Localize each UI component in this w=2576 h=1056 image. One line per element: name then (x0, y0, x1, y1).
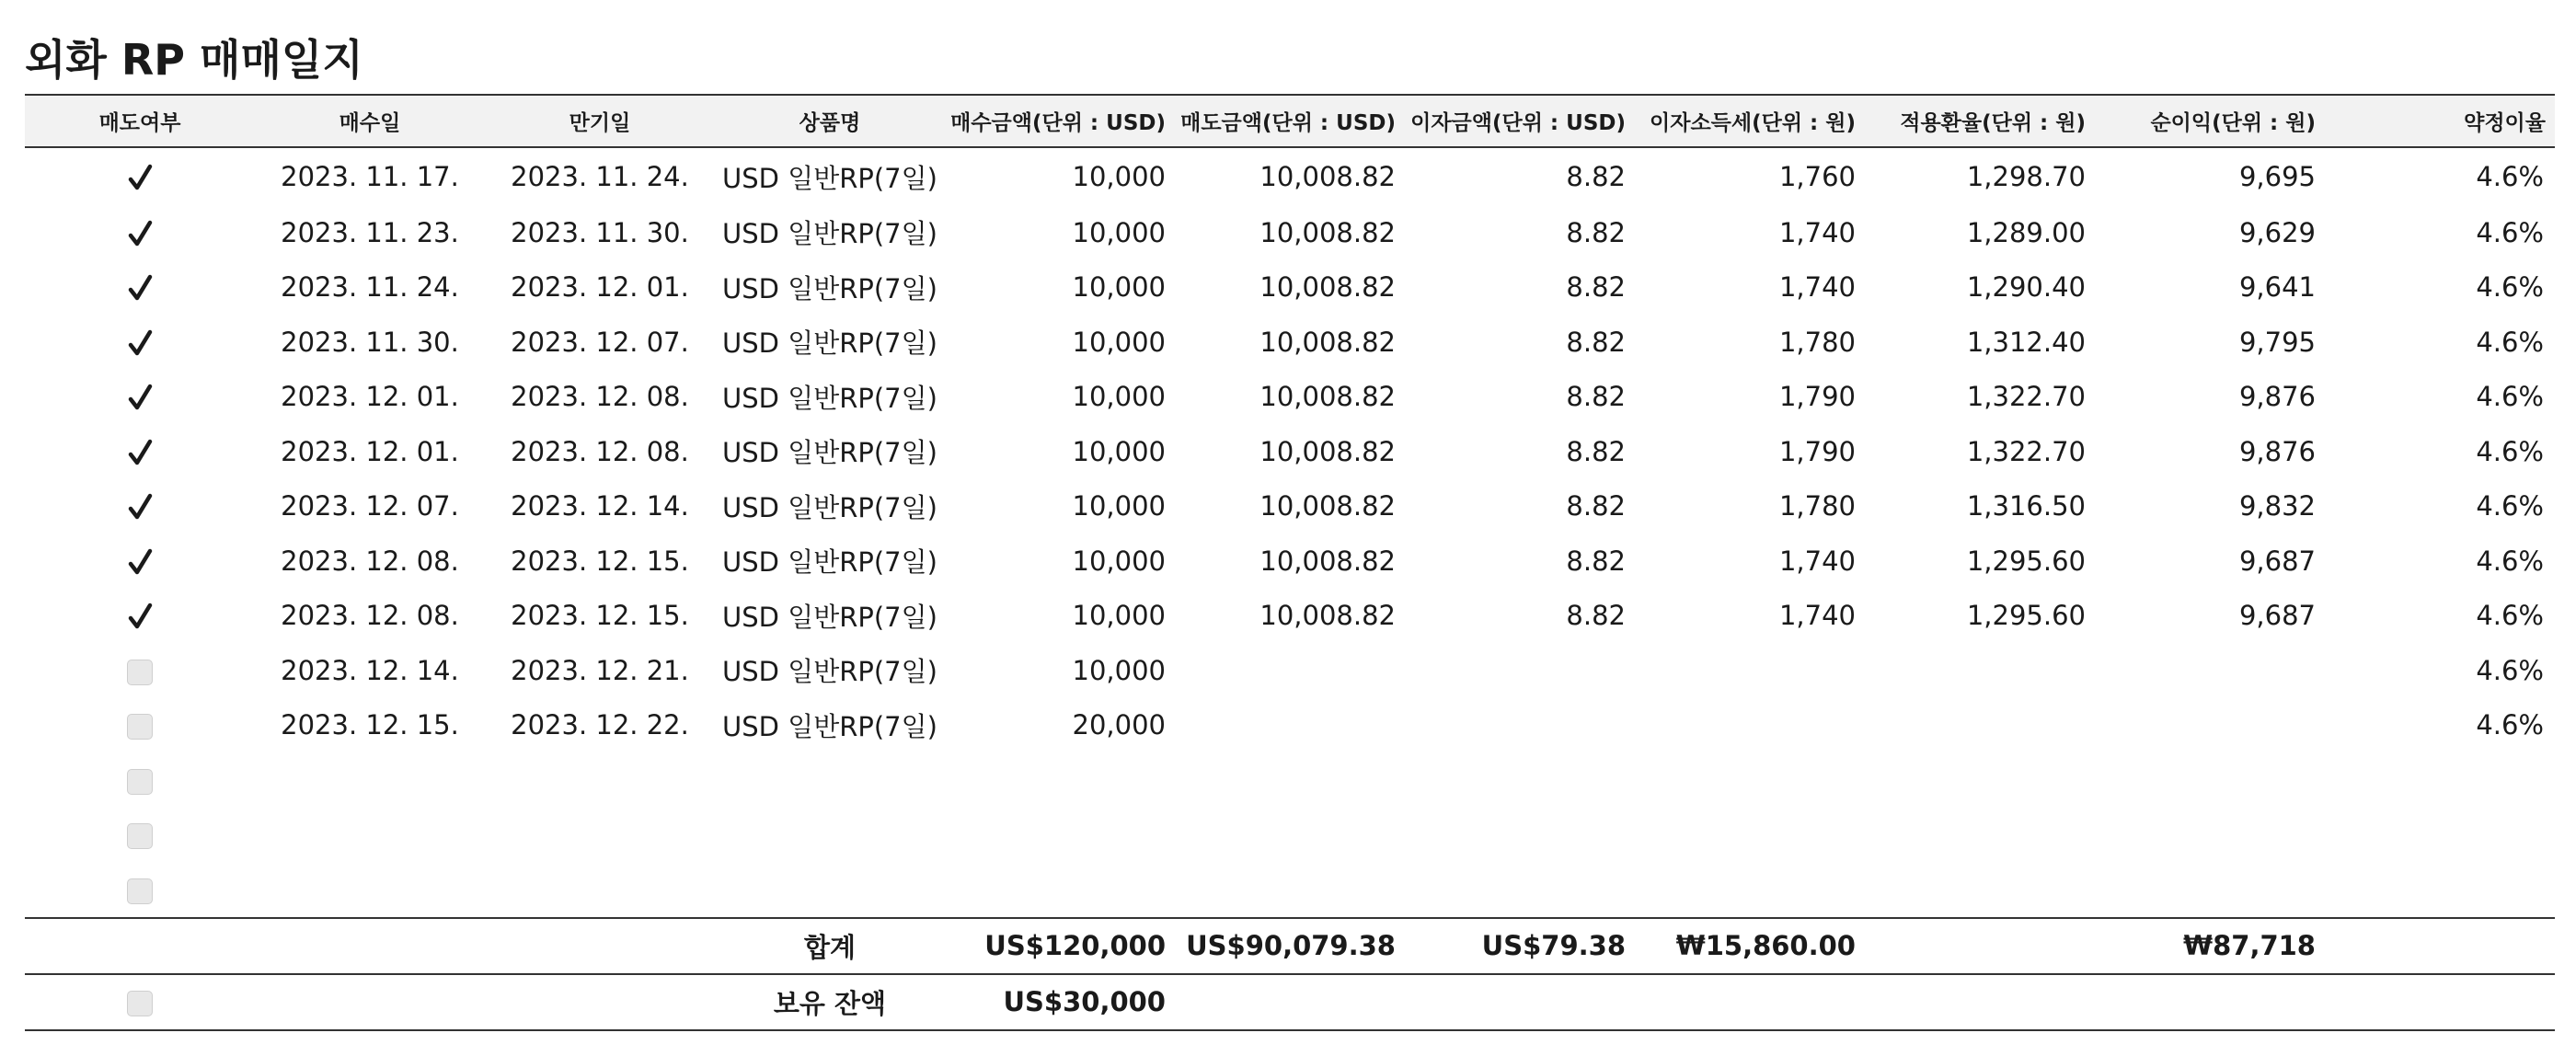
tax-cell: 1,780 (1778, 490, 1856, 522)
yield-cell: 4.6% (2476, 161, 2544, 192)
checkmark-icon[interactable] (127, 276, 153, 302)
rate-cell (1865, 752, 2095, 808)
rate-cell: 1,322.70 (1966, 381, 2086, 413)
sell-amount-cell: 10,008.82 (1259, 600, 1396, 632)
sell-amount-cell: 10,008.82 (1259, 326, 1396, 358)
product-cell: USD 일반RP(7일) (722, 272, 937, 304)
interest-cell (1405, 862, 1635, 918)
tax-cell (1635, 752, 1865, 808)
maturity-cell: 2023. 12. 07. (511, 326, 689, 358)
rate-cell (1865, 643, 2095, 698)
tax-cell (1635, 808, 1865, 863)
product-cell: USD 일반RP(7일) (722, 437, 937, 469)
buy-amount-cell: 20,000 (1072, 709, 1166, 741)
net-profit-cell: 9,876 (2238, 381, 2316, 413)
checkmark-icon[interactable] (127, 550, 153, 576)
sell-amount-cell: 10,008.82 (1259, 435, 1396, 467)
checkmark-icon[interactable] (127, 441, 153, 466)
yield-cell (2325, 862, 2555, 918)
buy-amount-cell: 10,000 (1072, 381, 1166, 413)
yield-cell: 4.6% (2476, 654, 2544, 686)
rate-cell: 1,295.60 (1966, 600, 2086, 632)
yield-cell: 4.6% (2476, 600, 2544, 632)
tax-cell (1635, 698, 1865, 753)
tax-cell: 1,740 (1778, 216, 1856, 248)
table-row (25, 479, 2555, 534)
product-cell: USD 일반RP(7일) (722, 382, 937, 414)
page-title: 외화 RP 매매일지 (25, 35, 363, 85)
col-header-sold[interactable]: 매도여부 (25, 95, 255, 147)
maturity-cell: 2023. 12. 01. (511, 271, 689, 304)
buy-date-cell: 2023. 12. 08. (281, 545, 459, 577)
interest-cell: 8.82 (1566, 271, 1626, 304)
product-cell (715, 862, 945, 918)
balance-checkbox[interactable] (127, 991, 153, 1016)
col-header-rate[interactable]: 적용환율(단위 : 원) (1865, 95, 2095, 147)
interest-cell: 8.82 (1566, 600, 1626, 632)
maturity-cell: 2023. 12. 14. (511, 490, 689, 522)
sold-checkbox-cell (25, 643, 255, 698)
sold-checkbox[interactable] (127, 769, 153, 795)
interest-cell: 8.82 (1566, 161, 1626, 192)
col-header-sell-amount[interactable]: 매도금액(단위 : USD) (1175, 95, 1405, 147)
sold-checkbox-cell (25, 808, 255, 863)
tax-cell (1635, 643, 1865, 698)
sell-amount-cell (1175, 643, 1405, 698)
net-profit-cell: 9,641 (2238, 271, 2316, 304)
sold-checkbox-cell (25, 147, 255, 205)
rate-cell: 1,290.40 (1966, 271, 2086, 304)
maturity-cell: 2023. 12. 21. (511, 654, 689, 686)
sold-checkbox-cell (25, 479, 255, 534)
buy-amount-cell: 10,000 (1072, 326, 1166, 358)
product-cell: USD 일반RP(7일) (722, 656, 937, 688)
col-header-yield[interactable]: 약정이율 (2325, 95, 2555, 147)
buy-amount-cell: 10,000 (1072, 654, 1166, 686)
buy-amount-cell: 10,000 (1072, 490, 1166, 522)
net-profit-cell: 9,695 (2238, 161, 2316, 192)
yield-cell: 4.6% (2476, 271, 2544, 304)
table-row (25, 589, 2555, 644)
product-cell: USD 일반RP(7일) (722, 491, 937, 523)
buy-date-cell (255, 808, 485, 863)
buy-amount-cell (945, 808, 1175, 863)
interest-cell: 8.82 (1566, 326, 1626, 358)
maturity-cell: 2023. 12. 15. (511, 545, 689, 577)
sold-checkbox[interactable] (127, 714, 153, 740)
maturity-cell: 2023. 11. 30. (511, 216, 689, 248)
interest-cell (1405, 808, 1635, 863)
table-row (25, 534, 2555, 589)
sold-checkbox-cell (25, 370, 255, 425)
buy-date-cell: 2023. 12. 15. (281, 709, 459, 741)
yield-cell: 4.6% (2476, 709, 2544, 741)
rp-trade-table (25, 94, 2555, 1031)
sell-amount-cell: 10,008.82 (1259, 271, 1396, 304)
balance-label: 보유 잔액 (715, 974, 945, 1030)
rate-cell (1865, 808, 2095, 863)
tax-cell: 1,790 (1778, 381, 1856, 413)
sell-amount-cell: 10,008.82 (1259, 161, 1396, 192)
product-cell: USD 일반RP(7일) (722, 218, 937, 250)
maturity-cell: 2023. 12. 08. (511, 435, 689, 467)
sold-checkbox-cell (25, 589, 255, 644)
product-cell: USD 일반RP(7일) (722, 710, 937, 742)
interest-cell: 8.82 (1566, 381, 1626, 413)
buy-amount-cell: 10,000 (1072, 600, 1166, 632)
sell-amount-cell (1175, 752, 1405, 808)
total-label: 합계 (715, 918, 945, 974)
table-row (25, 315, 2555, 370)
checkmark-icon[interactable] (127, 166, 153, 191)
tax-cell (1635, 862, 1865, 918)
table-header-row (25, 95, 2555, 147)
table-row (25, 643, 2555, 698)
buy-date-cell (255, 862, 485, 918)
checkmark-icon[interactable] (127, 222, 153, 247)
maturity-cell (485, 752, 715, 808)
col-header-buy-amount[interactable]: 매수금액(단위 : USD) (945, 95, 1175, 147)
tax-cell: 1,790 (1778, 435, 1856, 467)
sell-amount-cell (1175, 698, 1405, 753)
buy-date-cell: 2023. 12. 01. (281, 381, 459, 413)
rate-cell: 1,316.50 (1966, 490, 2086, 522)
buy-amount-cell: 10,000 (1072, 216, 1166, 248)
table-body (25, 147, 2555, 918)
yield-cell: 4.6% (2476, 381, 2544, 413)
maturity-cell (485, 862, 715, 918)
buy-date-cell (255, 752, 485, 808)
table-row (25, 698, 2555, 753)
sold-checkbox-cell (25, 698, 255, 753)
col-header-product[interactable]: 상품명 (715, 95, 945, 147)
product-cell (715, 808, 945, 863)
total-interest: US$79.38 (1405, 918, 1635, 974)
sold-checkbox[interactable] (127, 660, 153, 685)
buy-amount-cell (945, 752, 1175, 808)
col-header-maturity[interactable]: 만기일 (485, 95, 715, 147)
net-profit-cell (2095, 643, 2325, 698)
buy-date-cell: 2023. 12. 14. (281, 654, 459, 686)
sell-amount-cell: 10,008.82 (1259, 216, 1396, 248)
net-profit-cell: 9,876 (2238, 435, 2316, 467)
col-header-buy-date[interactable]: 매수일 (255, 95, 485, 147)
total-tax: ₩15,860.00 (1635, 918, 1865, 974)
checkmark-icon[interactable] (127, 495, 153, 521)
buy-date-cell: 2023. 12. 01. (281, 435, 459, 467)
buy-date-cell: 2023. 11. 17. (281, 161, 459, 192)
yield-cell (2325, 752, 2555, 808)
total-buy-amount: US$120,000 (945, 918, 1175, 974)
buy-amount-cell: 10,000 (1072, 271, 1166, 304)
sold-checkbox-cell (25, 315, 255, 370)
table-row (25, 808, 2555, 863)
tax-cell: 1,760 (1778, 161, 1856, 192)
interest-cell: 8.82 (1566, 216, 1626, 248)
buy-amount-cell: 10,000 (1072, 161, 1166, 192)
table-row (25, 752, 2555, 808)
col-header-tax[interactable]: 이자소득세(단위 : 원) (1635, 95, 1865, 147)
balance-checkbox-cell (25, 974, 255, 1030)
buy-date-cell: 2023. 12. 08. (281, 600, 459, 632)
net-profit-cell: 9,795 (2238, 326, 2316, 358)
buy-amount-cell (945, 862, 1175, 918)
sold-checkbox-cell (25, 862, 255, 918)
rate-cell: 1,295.60 (1966, 545, 2086, 577)
maturity-cell: 2023. 12. 22. (511, 709, 689, 741)
net-profit-cell: 9,629 (2238, 216, 2316, 248)
sell-amount-cell: 10,008.82 (1259, 545, 1396, 577)
yield-cell: 4.6% (2476, 545, 2544, 577)
table-row (25, 260, 2555, 316)
buy-date-cell: 2023. 11. 30. (281, 326, 459, 358)
buy-date-cell: 2023. 11. 24. (281, 271, 459, 304)
net-profit-cell (2095, 698, 2325, 753)
buy-amount-cell: 10,000 (1072, 435, 1166, 467)
sold-checkbox[interactable] (127, 878, 153, 904)
product-cell: USD 일반RP(7일) (722, 162, 937, 194)
yield-cell (2325, 808, 2555, 863)
rate-cell: 1,298.70 (1966, 161, 2086, 192)
balance-row (25, 974, 2555, 1030)
tax-cell: 1,740 (1778, 271, 1856, 304)
table-row (25, 205, 2555, 260)
buy-date-cell: 2023. 11. 23. (281, 216, 459, 248)
interest-cell (1405, 698, 1635, 753)
net-profit-cell (2095, 808, 2325, 863)
net-profit-cell: 9,832 (2238, 490, 2316, 522)
maturity-cell (485, 808, 715, 863)
rate-cell (1865, 698, 2095, 753)
total-row (25, 918, 2555, 974)
sold-checkbox[interactable] (127, 823, 153, 849)
sold-checkbox-cell (25, 534, 255, 589)
rate-cell: 1,312.40 (1966, 326, 2086, 358)
total-net-profit: ₩87,718 (2095, 918, 2325, 974)
product-cell (715, 752, 945, 808)
net-profit-cell (2095, 752, 2325, 808)
sell-amount-cell (1175, 862, 1405, 918)
checkmark-icon[interactable] (127, 331, 153, 357)
sold-checkbox-cell (25, 424, 255, 479)
yield-cell: 4.6% (2476, 490, 2544, 522)
sell-amount-cell (1175, 808, 1405, 863)
table-row (25, 370, 2555, 425)
col-header-interest[interactable]: 이자금액(단위 : USD) (1405, 95, 1635, 147)
yield-cell: 4.6% (2476, 216, 2544, 248)
product-cell: USD 일반RP(7일) (722, 327, 937, 360)
sell-amount-cell: 10,008.82 (1259, 381, 1396, 413)
rate-cell (1865, 862, 2095, 918)
product-cell: USD 일반RP(7일) (722, 601, 937, 633)
rate-cell: 1,289.00 (1966, 216, 2086, 248)
buy-amount-cell: 10,000 (1072, 545, 1166, 577)
sold-checkbox-cell (25, 752, 255, 808)
net-profit-cell: 9,687 (2238, 600, 2316, 632)
interest-cell: 8.82 (1566, 435, 1626, 467)
sold-checkbox-cell (25, 205, 255, 260)
total-sell-amount: US$90,079.38 (1175, 918, 1405, 974)
product-cell: USD 일반RP(7일) (722, 546, 937, 579)
rate-cell: 1,322.70 (1966, 435, 2086, 467)
interest-cell (1405, 643, 1635, 698)
interest-cell: 8.82 (1566, 545, 1626, 577)
tax-cell: 1,780 (1778, 326, 1856, 358)
tax-cell: 1,740 (1778, 545, 1856, 577)
yield-cell: 4.6% (2476, 435, 2544, 467)
maturity-cell: 2023. 12. 15. (511, 600, 689, 632)
maturity-cell: 2023. 11. 24. (511, 161, 689, 192)
net-profit-cell (2095, 862, 2325, 918)
tax-cell: 1,740 (1778, 600, 1856, 632)
col-header-net-profit[interactable]: 순이익(단위 : 원) (2095, 95, 2325, 147)
table-row (25, 424, 2555, 479)
sell-amount-cell: 10,008.82 (1259, 490, 1396, 522)
checkmark-icon[interactable] (127, 385, 153, 411)
balance-amount: US$30,000 (945, 974, 1175, 1030)
buy-date-cell: 2023. 12. 07. (281, 490, 459, 522)
maturity-cell: 2023. 12. 08. (511, 381, 689, 413)
sold-checkbox-cell (25, 260, 255, 316)
interest-cell (1405, 752, 1635, 808)
checkmark-icon[interactable] (127, 604, 153, 630)
interest-cell: 8.82 (1566, 490, 1626, 522)
yield-cell: 4.6% (2476, 326, 2544, 358)
table-row (25, 862, 2555, 918)
table-row (25, 147, 2555, 205)
net-profit-cell: 9,687 (2238, 545, 2316, 577)
